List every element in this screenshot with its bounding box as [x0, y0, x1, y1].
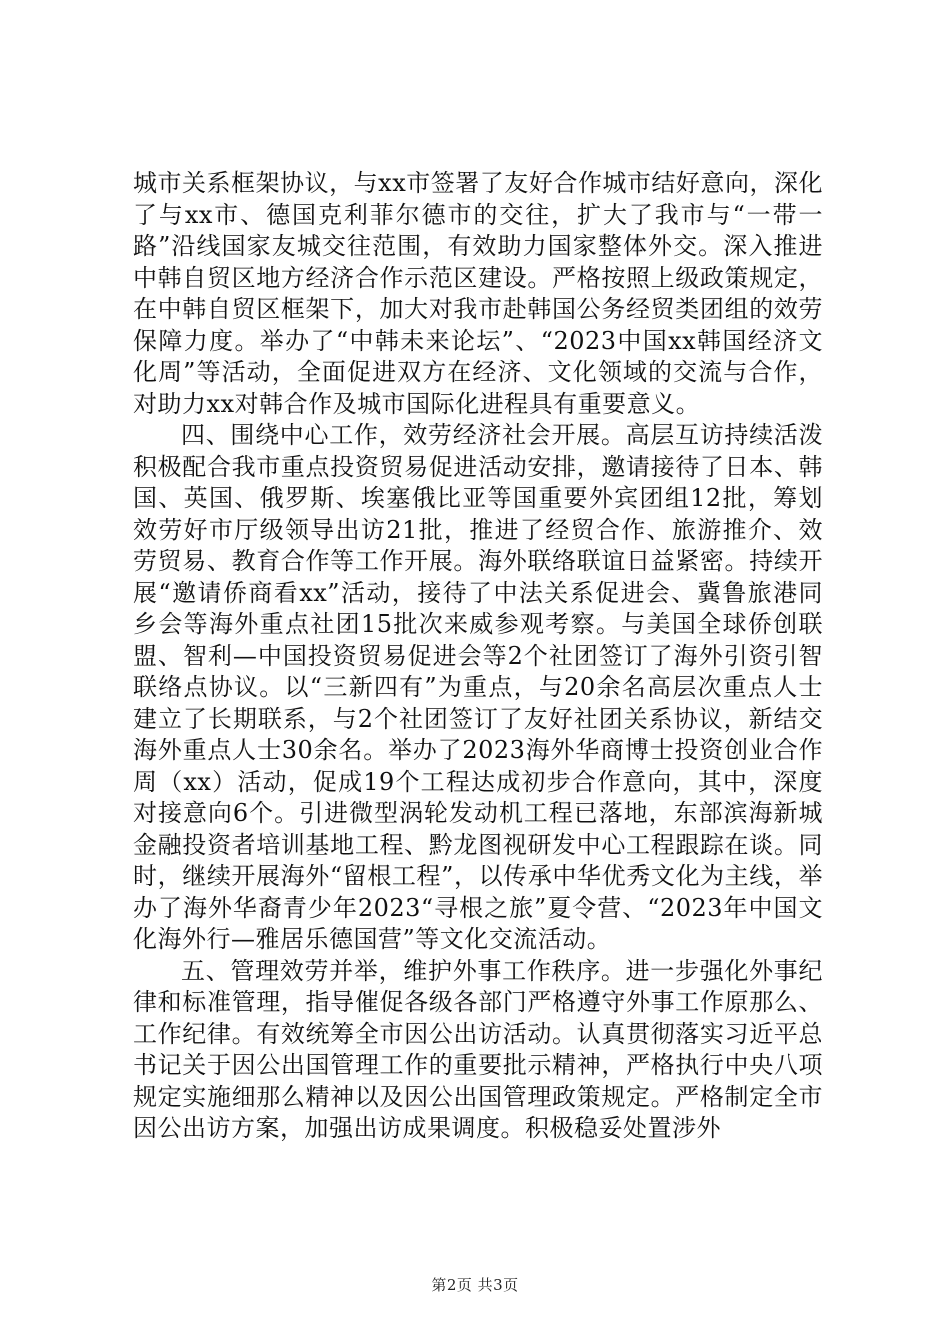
document-body [133, 168, 823, 1145]
paragraph-section-four: 四、围绕中心工作，效劳经济社会开展。高层互访持续活泼积极配合我市重点投资贸易促进活动安排，邀请接待了日本、韩国、英国、俄罗斯、埃塞俄比亚等国重要外宾团组12批，筹划效劳好市厅级领导出访21批，推进了经贸合作、旅游推介、效劳贸易、教育合作等工作开展。海外联络联谊日益紧密。持续开展“邀请侨商看xx”活动，接待了中法关系促进会、冀鲁旅港同乡会等海外重点社团15批次来威参观考察。与美国全球侨创联盟、智利—中国投资贸易促进会等2个社团签订了海外引资引智联络点协议。以“三新四有”为重点，与20余名高层次重点人士建立了长期联系，与2个社团签订了友好社团关系协议，新结交海外重点人士30余名。举办了2023海外华商博士投资创业合作周（xx）活动，促成19个工程达成初步合作意向，其中，深度对接意向6个。引进微型涡轮发动机工程已落地，东部滨海新城金融投资者培训基地工程、黔龙图视研发中心工程跟踪在谈。同时，继续开展海外“留根工程”，以传承中华优秀文化为主线，举办了海外华裔青少年2023“寻根之旅”夏令营、“2023年中国文化海外行—雅居乐德国营”等文化交流活动。 [133, 421, 823, 953]
paragraph-section-five: 五、管理效劳并举，维护外事工作秩序。进一步强化外事纪律和标准管理，指导催促各级各部门严格遵守外事工作原那么、工作纪律。有效统筹全市因公出访活动。认真贯彻落实习近平总书记关于因公出国管理工作的重要批示精神，严格执行中央八项规定实施细那么精神以及因公出国管理政策规定。严格制定全市因公出访方案，加强出访成果调度。积极稳妥处置涉外 [133, 956, 823, 1142]
paragraph-continuation: 城市关系框架协议，与xx市签署了友好合作城市结好意向，深化了与xx市、德国克利菲尔德市的交往，扩大了我市与“一带一路”沿线国家友城交往范围，有效助力国家整体外交。深入推进中韩自贸区地方经济合作示范区建设。严格按照上级政策规定，在中韩自贸区框架下，加大对我市赴韩国公务经贸类团组的效劳保障力度。举办了“中韩未来论坛”、“2023中国xx韩国经济文化周”等活动，全面促进双方在经济、文化领域的交流与合作，对助力xx对韩合作及城市国际化进程具有重要意义。 [133, 169, 823, 418]
page-number-label: 第2页 共3页 [431, 1276, 519, 1294]
page-footer [0, 1274, 950, 1295]
